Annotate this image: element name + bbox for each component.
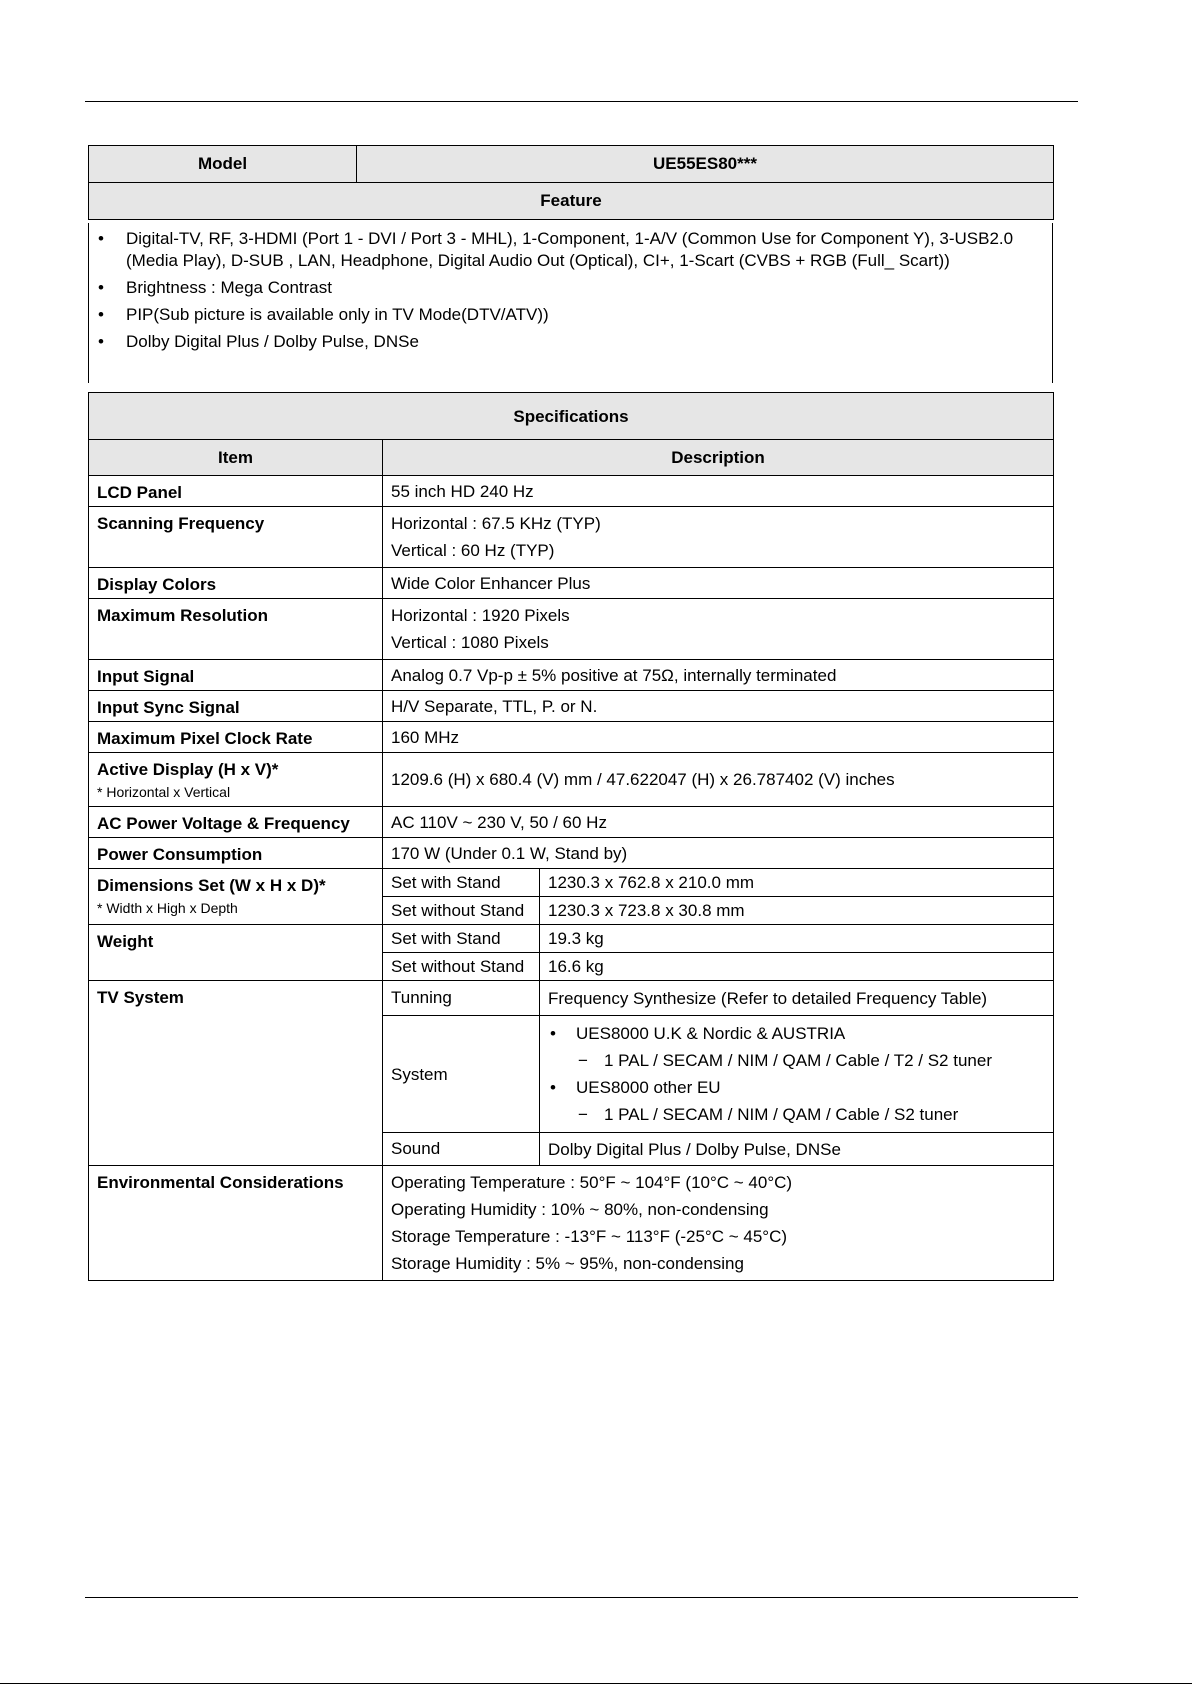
page-edge-rule (0, 1683, 1192, 1684)
feature-item: • Brightness : Mega Contrast (126, 277, 1032, 299)
spec-label: Power Consumption (89, 838, 383, 869)
spec-value: Frequency Synthesize (Refer to detailed Frequency Table) (540, 981, 1054, 1016)
spec-label: Display Colors (89, 568, 383, 599)
spec-value: Dolby Digital Plus / Dolby Pulse, DNSe (540, 1133, 1054, 1166)
spec-value-line: Storage Humidity : 5% ~ 95%, non-condensing (391, 1254, 744, 1273)
spec-label: LCD Panel (89, 476, 383, 507)
spec-label: TV System (89, 981, 383, 1166)
feature-header-row (89, 183, 1054, 220)
spec-value (540, 1016, 1054, 1133)
spec-label-cell (89, 753, 383, 807)
spec-row-lcd-panel (89, 476, 1054, 507)
spec-label: Input Signal (89, 660, 383, 691)
spec-value: 1209.6 (H) x 680.4 (V) mm / 47.622047 (H) x 26.787402 (V) inches (383, 753, 1054, 807)
spec-label: Scanning Frequency (89, 507, 383, 568)
spec-value-line: Horizontal : 1920 Pixels (391, 606, 570, 625)
spec-value-line: Storage Temperature : -13°F ~ 113°F (-25°C ~ 45°C) (391, 1227, 788, 1246)
spec-value: 170 W (Under 0.1 W, Stand by) (383, 838, 1054, 869)
spec-value (383, 1166, 1054, 1281)
feature-item: • Digital-TV, RF, 3-HDMI (Port 1 - DVI / Port 3 - MHL), 1-Component, 1-A/V (Common Use for Component Y), 3-USB2.0 (Media Play), D-SUB , LAN, Headphone, Digital Audio Out (Optical), CI+, 1-Scart (CVBS + RGB (Full_ Scart)) (126, 228, 1032, 272)
spec-sub-label: Set without Stand (383, 897, 540, 925)
spec-sub-label: System (383, 1016, 540, 1133)
spec-row-input-sync-signal (89, 691, 1054, 722)
spec-value: H/V Separate, TTL, P. or N. (383, 691, 1054, 722)
spec-sub-label: Sound (383, 1133, 540, 1166)
column-header-description: Description (383, 440, 1054, 476)
model-row (89, 146, 1054, 183)
spec-label: Active Display (H x V)* (97, 760, 279, 779)
spec-value-line: Operating Humidity : 10% ~ 80%, non-condensing (391, 1200, 769, 1219)
feature-item: • Dolby Digital Plus / Dolby Pulse, DNSe (126, 331, 1032, 353)
spec-value: 1230.3 x 762.8 x 210.0 mm (540, 869, 1054, 897)
spec-value-line: Operating Temperature : 50°F ~ 104°F (10°C ~ 40°C) (391, 1173, 793, 1192)
spec-value: 19.3 kg (540, 925, 1054, 953)
spec-label: Input Sync Signal (89, 691, 383, 722)
spec-value: Wide Color Enhancer Plus (383, 568, 1054, 599)
system-group-title: • UES8000 other EU (548, 1074, 1045, 1101)
spec-label: Environmental Considerations (89, 1166, 383, 1281)
model-table (88, 145, 1054, 220)
spec-value (383, 599, 1054, 660)
footer-rule (85, 1597, 1078, 1598)
spec-value: 1230.3 x 723.8 x 30.8 mm (540, 897, 1054, 925)
system-group-detail: − 1 PAL / SECAM / NIM / QAM / Cable / S2 tuner (548, 1101, 1045, 1128)
spec-row-scanning-frequency (89, 507, 1054, 568)
column-header-item: Item (89, 440, 383, 476)
feature-item: • PIP(Sub picture is available only in TV Mode(DTV/ATV)) (126, 304, 1032, 326)
spec-label: Weight (89, 925, 383, 981)
spec-value-line: Vertical : 1080 Pixels (391, 633, 549, 652)
model-label: Model (89, 146, 357, 183)
spec-row-maximum-resolution (89, 599, 1054, 660)
spec-sub-label: Set with Stand (383, 925, 540, 953)
header-rule (85, 101, 1078, 102)
spec-value (383, 507, 1054, 568)
spec-value: 16.6 kg (540, 953, 1054, 981)
spec-note: * Horizontal x Vertical (97, 784, 231, 800)
spec-label-cell (89, 869, 383, 925)
system-group-detail: − 1 PAL / SECAM / NIM / QAM / Cable / T2 / S2 tuner (548, 1047, 1045, 1074)
spec-value-line: Horizontal : 67.5 KHz (TYP) (391, 514, 601, 533)
system-group-title: • UES8000 U.K & Nordic & AUSTRIA (548, 1020, 1045, 1047)
specifications-title-row (89, 393, 1054, 440)
spec-sub-label: Set without Stand (383, 953, 540, 981)
feature-list (89, 223, 1052, 353)
specifications-title: Specifications (89, 393, 1054, 440)
spec-row-input-signal (89, 660, 1054, 691)
specifications-table (88, 392, 1054, 1281)
spec-sub-label: Tunning (383, 981, 540, 1016)
spec-row-weight (89, 925, 1054, 953)
spec-row-environment (89, 1166, 1054, 1281)
spec-value: 55 inch HD 240 Hz (383, 476, 1054, 507)
spec-row-dimensions (89, 869, 1054, 897)
spec-note: * Width x High x Depth (97, 900, 238, 916)
spec-label: AC Power Voltage & Frequency (89, 807, 383, 838)
spec-row-ac-power (89, 807, 1054, 838)
spec-row-display-colors (89, 568, 1054, 599)
spec-sub-label: Set with Stand (383, 869, 540, 897)
feature-title: Feature (89, 183, 1054, 220)
spec-label: Dimensions Set (W x H x D)* (97, 876, 326, 895)
model-value: UE55ES80*** (357, 146, 1054, 183)
spec-value-line: Vertical : 60 Hz (TYP) (391, 541, 555, 560)
column-header-row (89, 440, 1054, 476)
spec-label: Maximum Resolution (89, 599, 383, 660)
spec-label: Maximum Pixel Clock Rate (89, 722, 383, 753)
spec-row-active-display (89, 753, 1054, 807)
spec-row-power-consumption (89, 838, 1054, 869)
spec-row-tv-system (89, 981, 1054, 1016)
spec-value: AC 110V ~ 230 V, 50 / 60 Hz (383, 807, 1054, 838)
spec-value: Analog 0.7 Vp-p ± 5% positive at 75Ω, internally terminated (383, 660, 1054, 691)
spec-value: 160 MHz (383, 722, 1054, 753)
feature-list-box (88, 223, 1053, 383)
spec-row-pixel-clock (89, 722, 1054, 753)
